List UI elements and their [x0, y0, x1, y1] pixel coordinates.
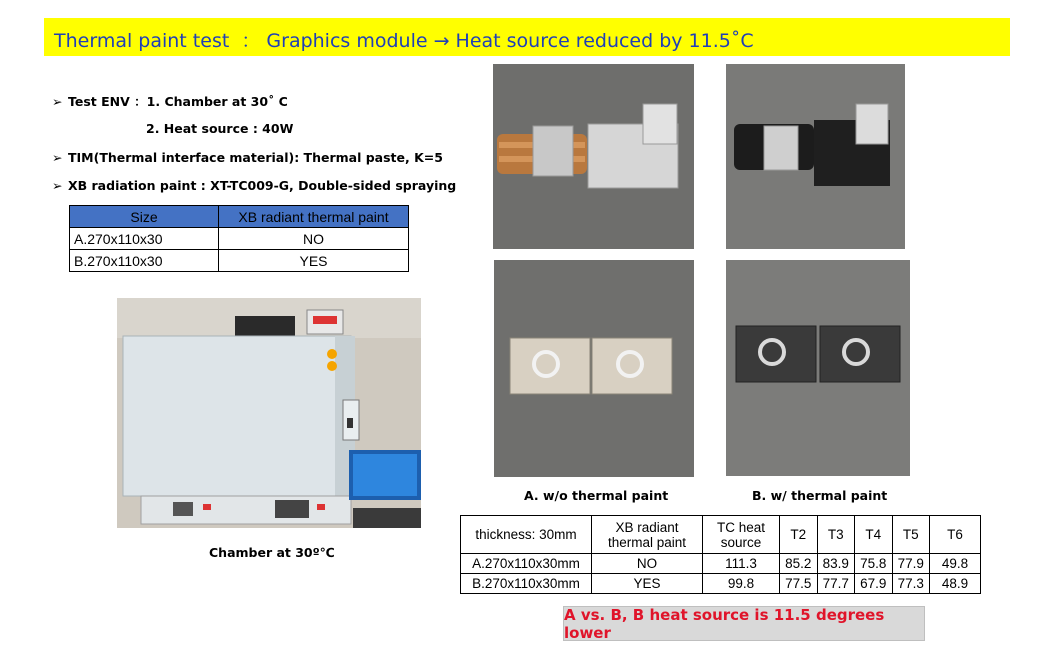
- table-cell: A.270x110x30mm: [461, 554, 592, 574]
- table-header: T5: [892, 516, 930, 554]
- table-row: [70, 228, 409, 250]
- photo-b-bottom: [726, 260, 910, 476]
- page-title: Thermal paint test ： Graphics module → Heat source reduced by 11.5˚C: [54, 30, 754, 52]
- bullet-test-env: [52, 92, 288, 110]
- table-header: T3: [817, 516, 855, 554]
- chamber-caption: Chamber at 30º℃: [209, 545, 335, 560]
- xb-text: XB radiation paint : XT-TC009-G, Double-sided spraying: [68, 178, 457, 193]
- chamber-illustration: [117, 298, 421, 528]
- table-header: thickness: 30mm: [461, 516, 592, 554]
- photo-a-top: [493, 64, 694, 249]
- table-header: T4: [855, 516, 893, 554]
- fin-stack-silver-illustration: [494, 260, 694, 477]
- table-cell: 77.9: [892, 554, 930, 574]
- heatsink-copper-illustration: [493, 64, 694, 249]
- env-item-1: 1. Chamber at 30˚ C: [146, 94, 288, 109]
- table-cell: 48.9: [930, 574, 981, 594]
- caption-a: A. w/o thermal paint: [524, 488, 669, 503]
- table-cell: B.270x110x30mm: [461, 574, 592, 594]
- arrow-bullet-icon: ➢: [52, 94, 63, 109]
- fin-stack-black-illustration: [726, 260, 910, 476]
- table-header: Size: [70, 206, 219, 228]
- chamber-photo: [117, 298, 421, 528]
- table-cell: A.270x110x30: [70, 228, 219, 250]
- table-header: TC heat source: [703, 516, 780, 554]
- table-cell: 77.3: [892, 574, 930, 594]
- photo-b-top: [726, 64, 905, 249]
- table-row: [461, 574, 981, 594]
- photo-a-bottom: [494, 260, 694, 477]
- table-cell: 77.7: [817, 574, 855, 594]
- table-header-row: [461, 516, 981, 554]
- bullet-xb: [52, 178, 456, 193]
- env-item-2: 2. Heat source : 40W: [146, 121, 294, 136]
- size-table: [69, 205, 409, 272]
- table-header: T2: [780, 516, 818, 554]
- table-cell: 75.8: [855, 554, 893, 574]
- table-cell: 67.9: [855, 574, 893, 594]
- table-header-row: [70, 206, 409, 228]
- table-header: XB radiant thermal paint: [592, 516, 703, 554]
- table-header: T6: [930, 516, 981, 554]
- title-banner: [44, 18, 1010, 56]
- temperature-table: [460, 515, 981, 594]
- table-cell: NO: [592, 554, 703, 574]
- arrow-bullet-icon: ➢: [52, 178, 63, 193]
- caption-b: B. w/ thermal paint: [752, 488, 888, 503]
- table-cell: 49.8: [930, 554, 981, 574]
- conclusion-text: A vs. B, B heat source is 11.5 degrees lower: [564, 605, 885, 642]
- tim-text: TIM(Thermal interface material): Thermal paste, K=5: [68, 150, 443, 165]
- table-row: [70, 250, 409, 272]
- arrow-bullet-icon: ➢: [52, 150, 63, 165]
- bullet-tim: [52, 150, 443, 165]
- table-cell: B.270x110x30: [70, 250, 219, 272]
- conclusion-box: [563, 606, 925, 641]
- table-cell: YES: [592, 574, 703, 594]
- table-row: [461, 554, 981, 574]
- table-header: XB radiant thermal paint: [219, 206, 409, 228]
- table-cell: 83.9: [817, 554, 855, 574]
- table-cell: 85.2: [780, 554, 818, 574]
- env-label: Test ENV ：: [68, 94, 147, 109]
- table-cell: NO: [219, 228, 409, 250]
- table-cell: 111.3: [703, 554, 780, 574]
- table-cell: YES: [219, 250, 409, 272]
- table-cell: 99.8: [703, 574, 780, 594]
- table-cell: 77.5: [780, 574, 818, 594]
- heatsink-black-illustration: [726, 64, 905, 249]
